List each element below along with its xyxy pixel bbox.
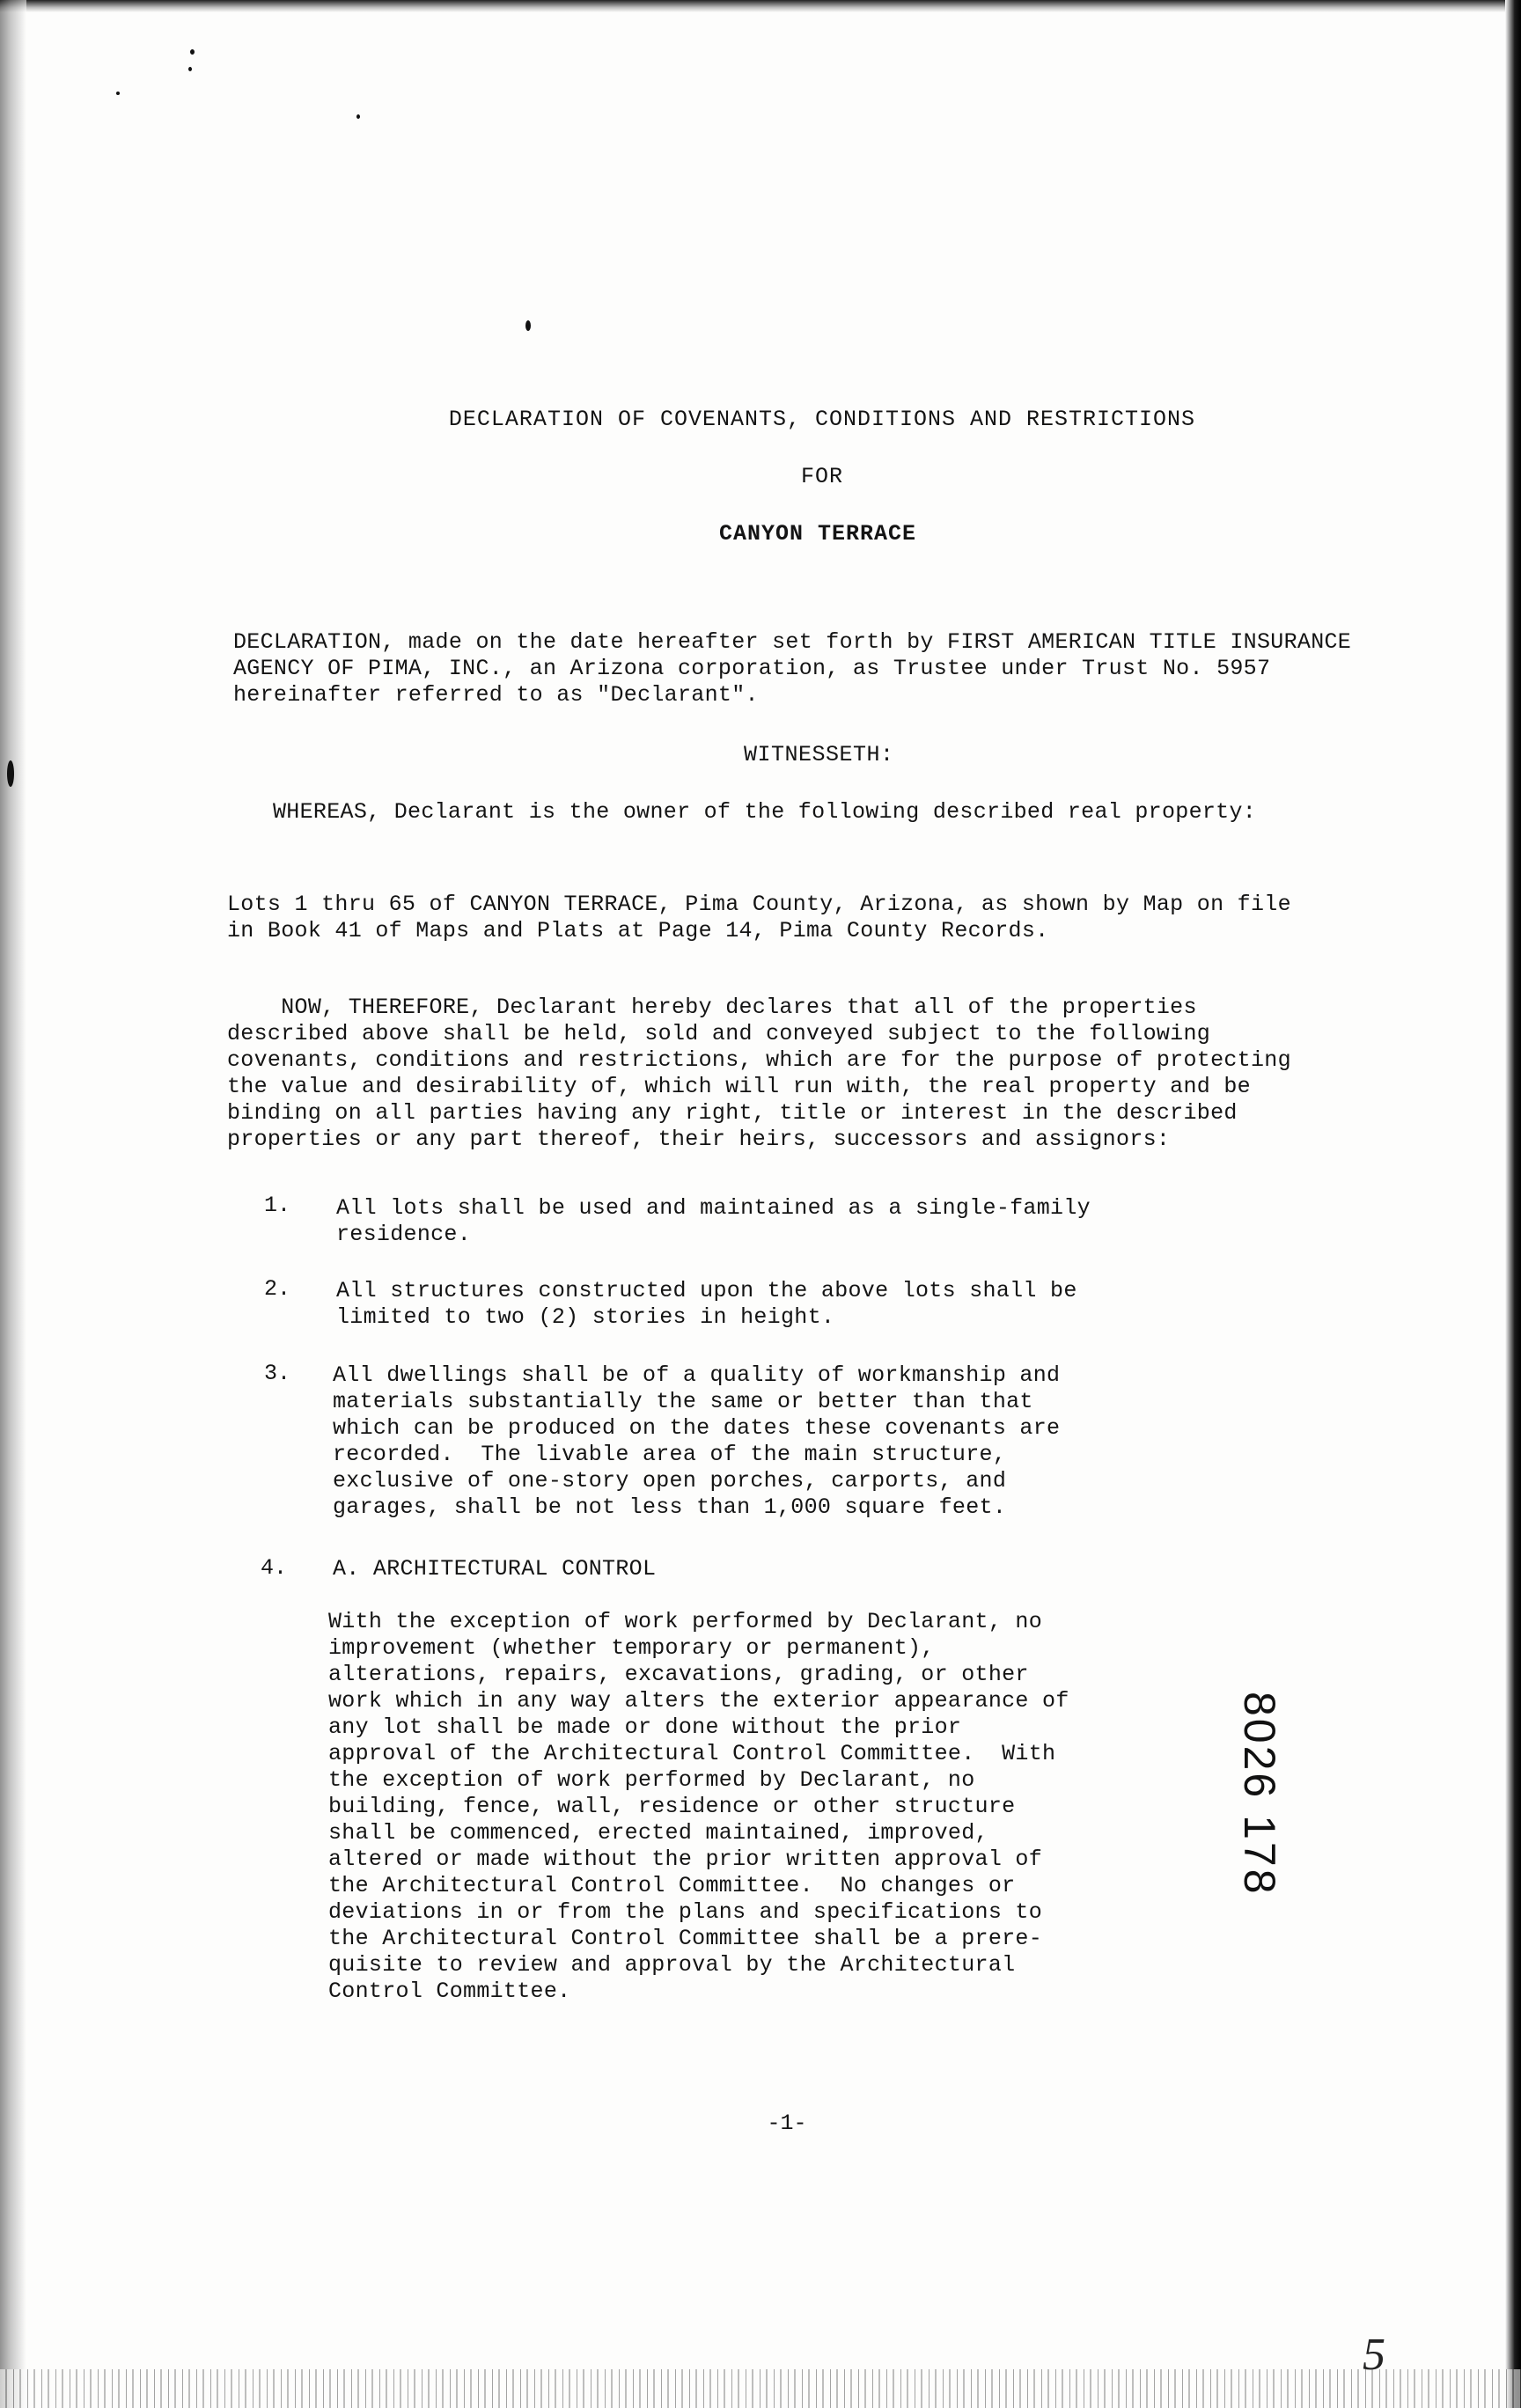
whereas-paragraph: WHEREAS, Declarant is the owner of the following described real property: — [273, 799, 1257, 825]
scan-speck — [190, 49, 195, 55]
scan-speck — [7, 760, 14, 787]
handwritten-page-mark: 5 — [1363, 2330, 1385, 2380]
scan-speck — [356, 114, 360, 119]
scan-speck — [116, 92, 120, 95]
scan-speck — [525, 320, 531, 331]
item-text: With the exception of work performed by Declarant, no improvement (whether temporary or permanent), alterations, repairs, excavations, grading, or other work which in any way alters the exterior appearance of any lot shall be made or done without the prior approval of the Architectural Control Committee. With the exception of work performed by Declarant, no building, fence, wall, residence or other structure shall be commenced, erected maintained, improved, altered or made without the prior written approval of the Architectural Control Committee. No changes or deviations in or from the plans and specifications to the Architectural Control Committee shall be a prere- quisite to review and approval by the Architectural Control Committee. — [328, 1609, 1069, 2004]
document-title: DECLARATION OF COVENANTS, CONDITIONS AND RESTRICTIONS — [448, 407, 1196, 432]
item-number: 2. — [264, 1276, 291, 1302]
scan-edge-bottom — [0, 2369, 1521, 2408]
title-for-line: FOR — [800, 464, 843, 489]
scan-edge-top — [0, 0, 1521, 12]
item-text: All dwellings shall be of a quality of workmanship and materials substantially the same or better than that which can be produced on the dates these covenants are recorded. The livable area of the main structure, exclusive of one-story open porches, carports, and garages, shall be not less than 1,000 square feet. — [333, 1362, 1061, 1520]
recording-reference: 8026 178 — [1235, 1692, 1284, 1897]
item-text: All lots shall be used and maintained as a single-family residence. — [336, 1195, 1091, 1247]
item-number: 1. — [264, 1193, 291, 1218]
scan-speck — [188, 67, 192, 71]
project-name: CANYON TERRACE — [718, 521, 917, 547]
scan-edge-left — [0, 0, 26, 2408]
witnesseth-heading: WITNESSETH: — [744, 742, 894, 767]
scan-edge-right — [1505, 0, 1521, 2408]
item-number: 4. — [261, 1555, 288, 1581]
item-number: 3. — [264, 1361, 291, 1386]
now-therefore-paragraph: NOW, THEREFORE, Declarant hereby declares that all of the properties described above shall be held, sold and conveyed subject to the following covenants, conditions and restrictions, which are for the purpose of protecting the value and desirability of, which will run with, the real property and be binding on all parties having any right, title or interest in the described properties or any part thereof, their heirs, successors and assignors: — [227, 995, 1291, 1152]
lots-description: Lots 1 thru 65 of CANYON TERRACE, Pima County, Arizona, as shown by Map on file in Book 41 of Maps and Plats at Page 14, Pima County Records. — [227, 892, 1291, 943]
item-heading: A. ARCHITECTURAL CONTROL — [333, 1556, 657, 1582]
item-text: All structures constructed upon the above lots shall be limited to two (2) stories in height. — [336, 1278, 1077, 1330]
page-number: -1- — [767, 2111, 807, 2136]
intro-paragraph: DECLARATION, made on the date hereafter set forth by FIRST AMERICAN TITLE INSURANCE AGENCY OF PIMA, INC., an Arizona corporation, as Trustee under Trust No. 5957 hereinafter referred to as "Declarant". — [233, 629, 1352, 708]
